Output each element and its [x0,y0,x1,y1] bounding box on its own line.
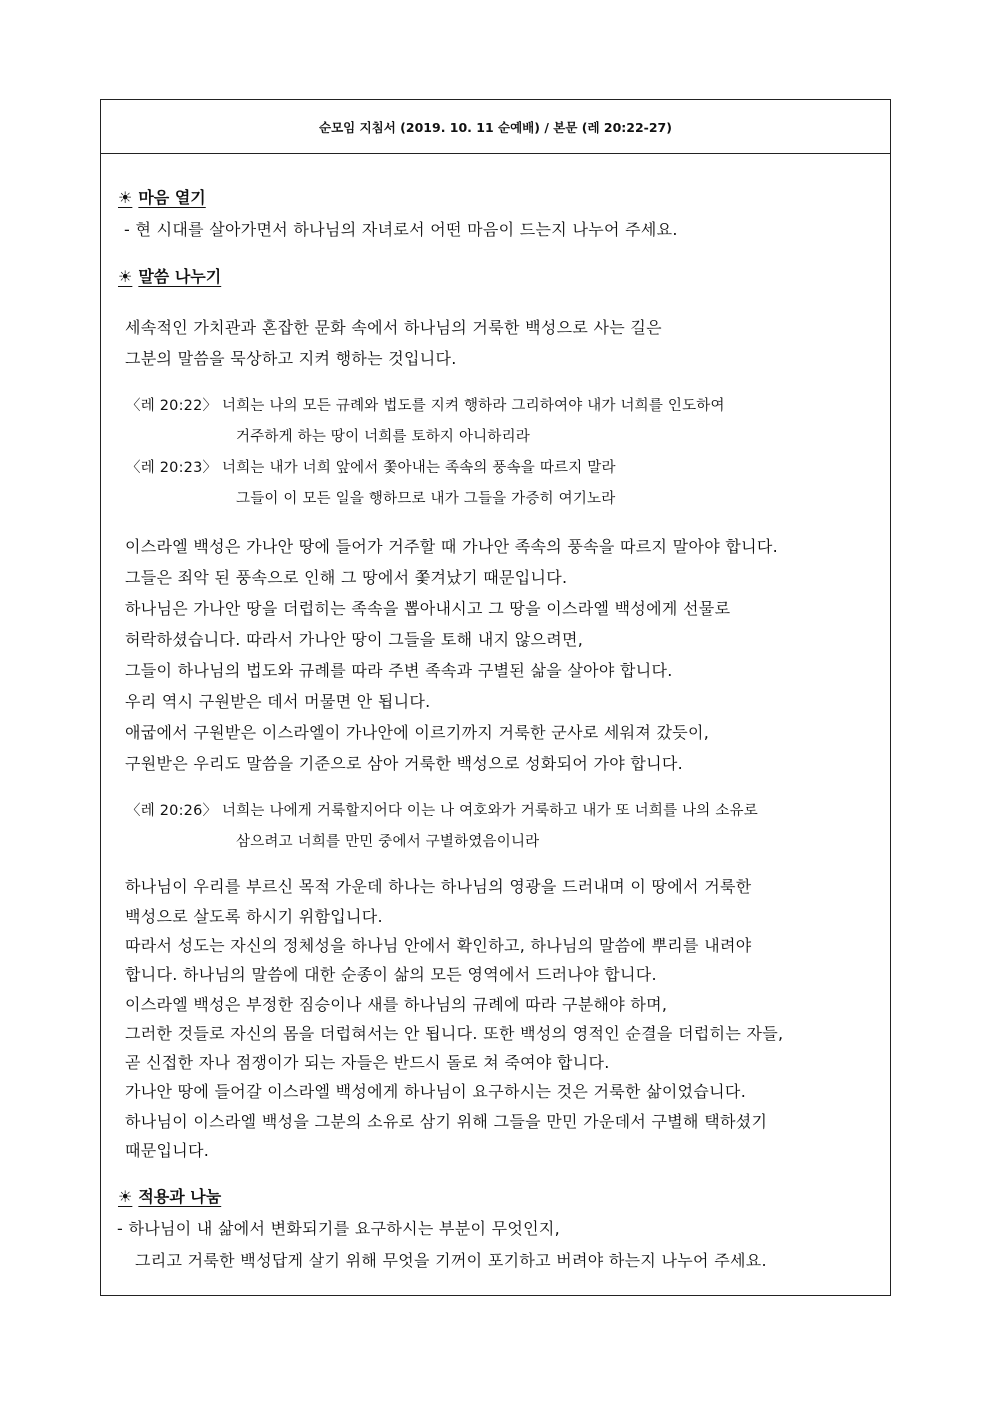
open-heart-line: - 현 시대를 살아가면서 하나님의 자녀로서 어떤 마음이 드는지 나누어 주세요. [124,220,678,239]
body-line: 이스라엘 백성은 가나안 땅에 들어가 거주할 때 가나안 족속의 풍속을 따르지 말아야 합니다. [125,537,778,556]
body-line: 그들은 죄악 된 풍속으로 인해 그 땅에서 쫓겨났기 때문입니다. [125,568,568,587]
body-line: 따라서 성도는 자신의 정체성을 하나님 안에서 확인하고, 하나님의 말씀에 뿌리를 내려야 [125,936,752,955]
body-line: 그들이 하나님의 법도와 규례를 따라 주변 족속과 구별된 삶을 살아야 합니다. [125,661,673,680]
body-line: 하나님이 이스라엘 백성을 그분의 소유로 삼기 위해 그들을 만민 가운데서 구별해 택하셨기 [125,1112,768,1131]
body-line: 구원받은 우리도 말씀을 기준으로 삼아 거룩한 백성으로 성화되어 가야 합니다. [125,754,684,773]
body-line: 우리 역시 구원받은 데서 머물면 안 됩니다. [125,692,431,711]
sun-icon: ☀ [118,267,133,286]
section-heading-application [118,1184,221,1207]
verse-line: 그들이 이 모든 일을 행하므로 내가 그들을 가증히 여기노라 [236,491,616,507]
section-heading-word-sharing [118,264,221,287]
body-line: 그러한 것들로 자신의 몸을 더럽혀서는 안 됩니다. 또한 백성의 영적인 순결을 더럽히는 자들, [125,1024,784,1043]
document-title: 순모임 지침서 (2019. 10. 11 순예배) / 본문 (레 20:22-27) [101,100,890,154]
heading-label: 마음 열기 [138,188,206,207]
intro-line: 세속적인 가치관과 혼잡한 문화 속에서 하나님의 거룩한 백성으로 사는 길은 [125,318,662,337]
body-line: 하나님이 우리를 부르신 목적 가운데 하나는 하나님의 영광을 드러내며 이 땅에서 거룩한 [125,877,752,896]
application-line: - 하나님이 내 삶에서 변화되기를 요구하시는 부분이 무엇인지, [117,1219,561,1238]
section-heading-open-heart [118,185,206,208]
intro-line: 그분의 말씀을 묵상하고 지켜 행하는 것입니다. [125,349,457,368]
verse-line: 삼으려고 너희를 만민 중에서 구별하였음이니라 [236,834,540,850]
verse-line: 거주하게 하는 땅이 너희를 토하지 아니하리라 [236,429,530,445]
body-line: 허락하셨습니다. 따라서 가나안 땅이 그들을 토해 내지 않으려면, [125,630,584,649]
body-line: 하나님은 가나안 땅을 더럽히는 족속을 뽑아내시고 그 땅을 이스라엘 백성에게 선물로 [125,599,731,618]
body-line: 애굽에서 구원받은 이스라엘이 가나안에 이르기까지 거룩한 군사로 세워져 갔듯이, [125,723,710,742]
body-line: 가나안 땅에 들어갈 이스라엘 백성에게 하나님이 요구하시는 것은 거룩한 삶이었습니다. [125,1082,747,1101]
application-line: 그리고 거룩한 백성답게 살기 위해 무엇을 기꺼이 포기하고 버려야 하는지 나누어 주세요. [135,1251,767,1270]
heading-label: 말씀 나누기 [138,267,222,286]
heading-label: 적용과 나눔 [138,1187,222,1206]
verse-line: 〈레 20:26〉 너희는 나에게 거룩할지어다 이는 나 여호와가 거룩하고 내가 또 너희를 나의 소유로 [126,803,758,819]
guide-frame [100,99,891,1296]
body-line: 때문입니다. [125,1141,210,1160]
verse-line: 〈레 20:22〉 너희는 나의 모든 규례와 법도를 지켜 행하라 그리하여야 내가 너희를 인도하여 [126,398,725,414]
body-line: 합니다. 하나님의 말씀에 대한 순종이 삶의 모든 영역에서 드러나야 합니다. [125,965,657,984]
sun-icon: ☀ [118,1187,133,1206]
sun-icon: ☀ [118,188,133,207]
body-line: 이스라엘 백성은 부정한 짐승이나 새를 하나님의 규례에 따라 구분해야 하며, [125,995,668,1014]
verse-line: 〈레 20:23〉 너희는 내가 너희 앞에서 쫓아내는 족속의 풍속을 따르지 말라 [126,460,616,476]
body-line: 백성으로 살도록 하시기 위함입니다. [125,907,383,926]
body-line: 곧 신접한 자나 점쟁이가 되는 자들은 반드시 돌로 쳐 죽여야 합니다. [125,1053,610,1072]
